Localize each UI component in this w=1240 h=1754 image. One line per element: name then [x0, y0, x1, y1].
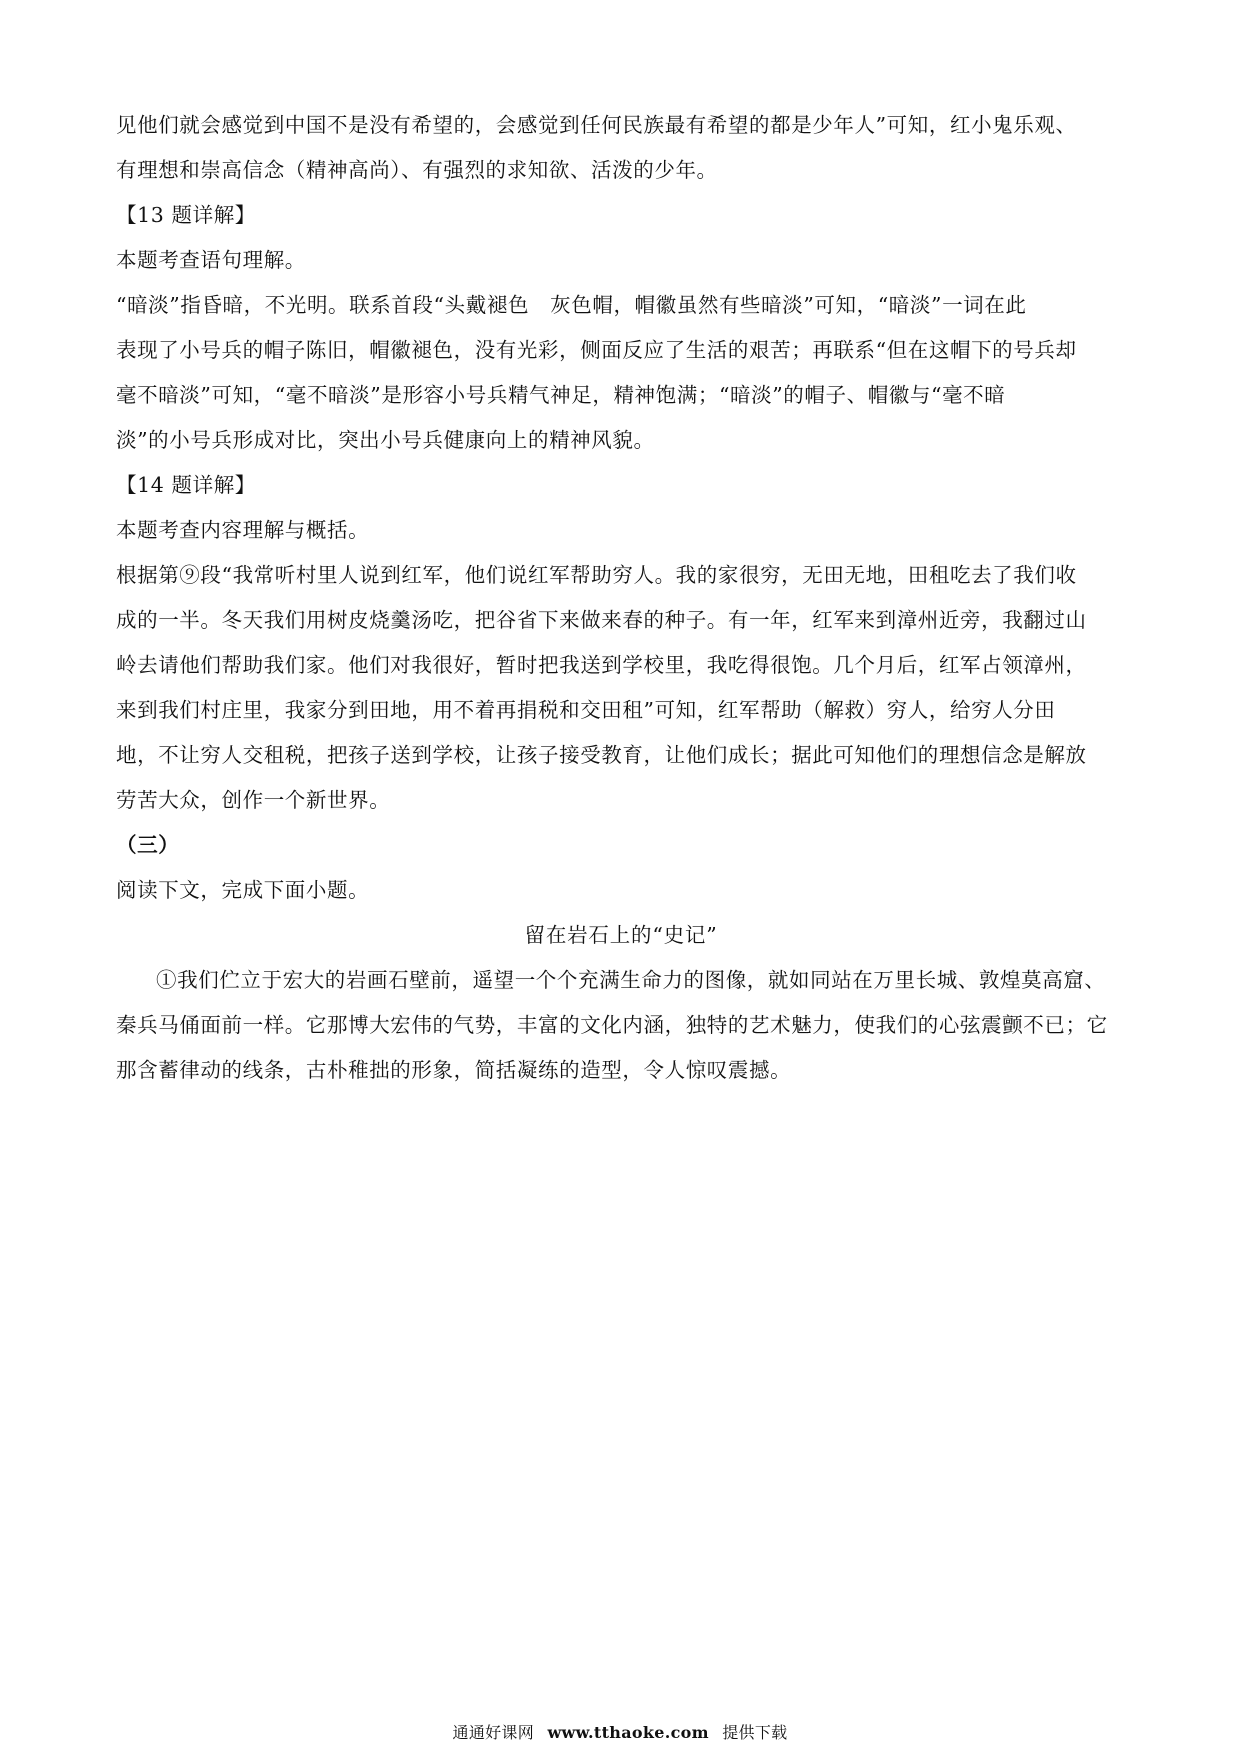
article-line: ①我们伫立于宏大的岩画石壁前，遥望一个个充满生命力的图像，就如同站在万里长城、敦煌莫高窟、 — [156, 968, 1106, 992]
text-line: 见他们就会感觉到中国不是没有希望的，会感觉到任何民族最有希望的都是少年人”可知，红小鬼乐观、 — [116, 113, 1077, 137]
q13-heading: 【13 题详解】 — [116, 203, 256, 227]
article-line: 那含蓄律动的线条，古朴稚拙的形象，简括凝练的造型，令人惊叹震撼。 — [116, 1058, 792, 1082]
q14-line: 根据第⑨段“我常听村里人说到红军，他们说红军帮助穷人。我的家很穷，无田无地，田租吃去了我们收 — [116, 563, 1077, 587]
q14-line: 来到我们村庄里，我家分到田地，用不着再捐税和交田租”可知，红军帮助（解救）穷人，给穷人分田 — [116, 698, 1056, 722]
q13-line: 淡”的小号兵形成对比，突出小号兵健康向上的精神风貌。 — [116, 428, 655, 452]
section-instruction: 阅读下文，完成下面小题。 — [116, 878, 370, 902]
q13-intro: 本题考查语句理解。 — [116, 248, 306, 272]
q14-line: 地，不让穷人交租税，把孩子送到学校，让孩子接受教育，让他们成长；据此可知他们的理想信念是解放 — [116, 743, 1087, 767]
q13-line: 表现了小号兵的帽子陈旧，帽徽褪色，没有光彩，侧面反应了生活的艰苦；再联系“但在这帽下的号兵却 — [116, 338, 1077, 362]
q14-line: 岭去请他们帮助我们家。他们对我很好，暂时把我送到学校里，我吃得很饱。几个月后，红军占领漳州， — [116, 653, 1087, 677]
footer-site-name: 通通好课网 — [452, 1723, 535, 1742]
footer-suffix: 提供下载 — [722, 1723, 788, 1742]
q14-heading: 【14 题详解】 — [116, 473, 256, 497]
q14-line: 成的一半。冬天我们用树皮烧羹汤吃，把谷省下来做来春的种子。有一年，红军来到漳州近旁，我翻过山 — [116, 608, 1087, 632]
q14-intro: 本题考查内容理解与概括。 — [116, 518, 370, 542]
q13-line: 毫不暗淡”可知，“毫不暗淡”是形容小号兵精气神足，精神饱满；“暗淡”的帽子、帽徽与“毫不暗 — [116, 383, 1006, 407]
document-body — [116, 103, 1126, 1093]
section-heading: （三） — [116, 833, 180, 857]
page-footer — [0, 1720, 1240, 1743]
footer-url-link[interactable]: www.tthaoke.com — [547, 1723, 709, 1742]
article-title: 留在岩石上的“史记” — [524, 923, 718, 947]
article-line: 秦兵马俑面前一样。它那博大宏伟的气势，丰富的文化内涵，独特的艺术魅力，使我们的心弦震颤不已；它 — [116, 1013, 1108, 1037]
text-line: 有理想和崇高信念（精神高尚）、有强烈的求知欲、活泼的少年。 — [116, 158, 718, 182]
q14-line: 劳苦大众，创作一个新世界。 — [116, 788, 391, 812]
q13-line: “暗淡”指昏暗，不光明。联系首段“头戴褪色 灰色帽，帽徽虽然有些暗淡”可知，“暗淡”一词在此 — [116, 293, 1027, 317]
